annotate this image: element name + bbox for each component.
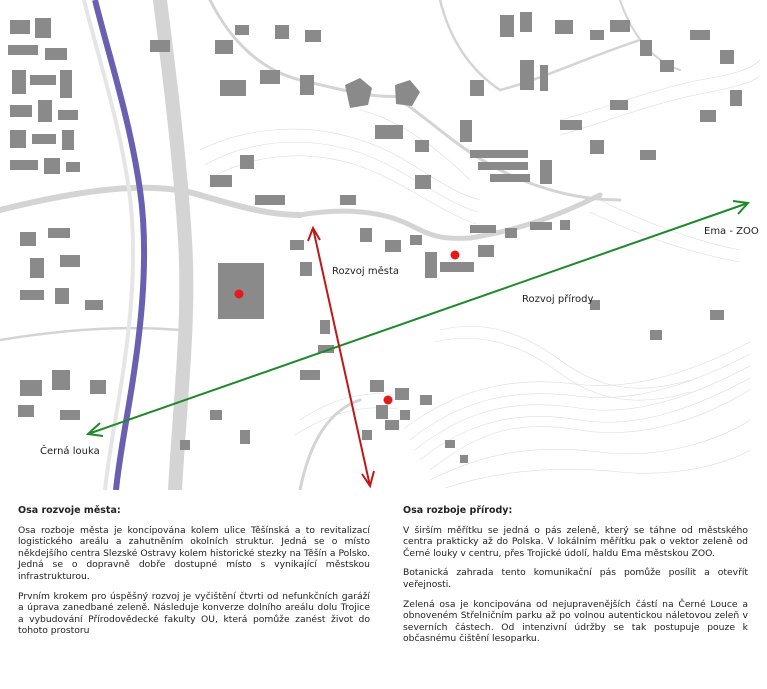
point-logistics-area (235, 290, 244, 299)
nature-axis-heading: Osa rozboje přírody: (403, 505, 513, 516)
label-ema-zoo: Ema - ZOO (704, 226, 759, 237)
nature-axis-paragraph-2: Botanická zahrada tento komunikační pás pomůže posílit a otevřít veřejnosti. (403, 567, 748, 590)
point-trojice-area (451, 251, 460, 260)
city-axis-description (18, 505, 370, 645)
city-axis-heading: Osa rozvoje města: (18, 505, 121, 516)
city-axis-paragraph-2: Prvním krokem pro úspěšný rozvoj je vyčištění čtvrti od nefunkčních garáží a úprava zanedbané zeleně. Následuje konverze dolního areálu dolu Trojice a vybudování Přírodovědecké fakulty OU, která pomůže zanést život do tohoto prostoru (18, 590, 370, 637)
city-axis-paragraph-1: Osa rozboje města je koncipována kolem ulice Těšínská a to revitalizací logistického areálu a zahutněním okolních struktur. Jedná se o místo někdejšího centra Slezské Ostravy kolem historické stezky na Těšín a Polsko. Jedná se o dopravně dobře dostupné místo s vynikající městskou infrastrukturou. (18, 524, 370, 582)
nature-axis-description (403, 505, 748, 653)
label-city-development: Rozvoj města (332, 266, 400, 277)
point-botanical-garden (384, 396, 393, 405)
label-cerna-louka: Černá louka (40, 446, 100, 457)
label-nature-development: Rozvoj přírody (522, 294, 594, 305)
nature-axis-paragraph-3: Zelená osa je koncipována od nejupravenějších částí na Černé Louce a obnoveném Střelničním parku až po volnou autentickou náletovou zeleň v severních částech. Od intenzivní údržby se tak postupuje pouze k občasnému čištění lesoparku. (403, 598, 748, 645)
nature-axis-paragraph-1: V širším měřítku se jedná o pás zeleně, který se táhne od městského centra prakticky až do Polska. V lokálním měřítku pak o vektor zeleně od Černé louky v centru, přes Trojické údolí, haldu Ema městskou ZOO. (403, 524, 748, 559)
